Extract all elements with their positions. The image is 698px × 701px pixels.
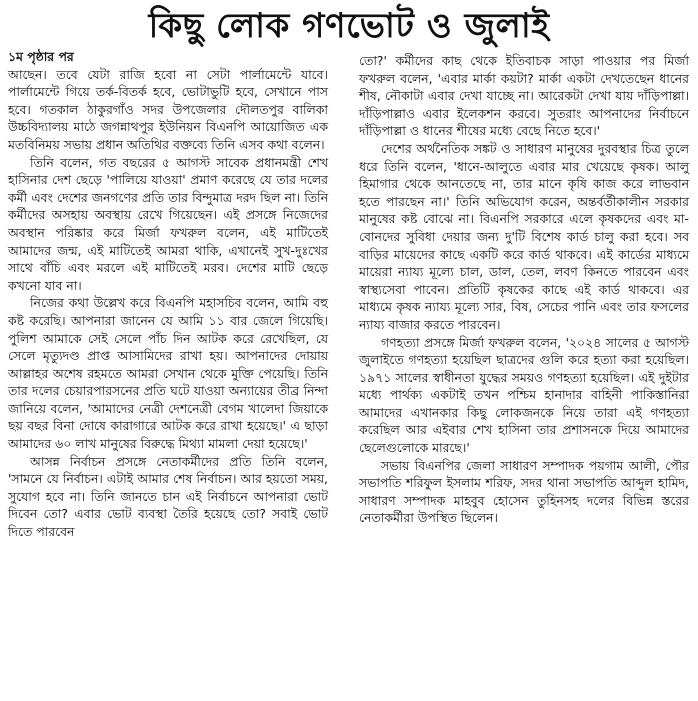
left-column bbox=[8, 48, 328, 541]
paragraph: তিনি বলেন, গত বছরের ৫ আগস্ট সাবেক প্রধানমন্ত্রী শেখ হাসিনার দেশ ছেড়ে 'পালিয়ে যাওয়া' প্রমাণ করেছে যে তার দলের কর্মী এবং দেশের জনগণের প্রতি তার বিন্দুমাত্র দরদ ছিল না। তিনি কর্মীদের অসহায় অবস্থায় রেখে গিয়েছেন। এই প্রসঙ্গে নিজেদের অবস্থান পরিষ্কার করে মির্জা ফখরুল বলেন, এই মাটিতেই আমাদের জন্ম, এই মাটিতেই আমরা থাকি, এখানেই সুখ-দুঃখের সাথে বাঁচি এবং মরলে এই মাটিতেই মরব। দেশের মাটি ছেড়ে কখনো যাব না। bbox=[8, 154, 328, 293]
right-column bbox=[359, 52, 689, 527]
paragraph: গণহত্যা প্রসঙ্গে মির্জা ফখরুল বলেন, '২০২৪ সালের ৫ আগস্ট জুলাইতে গণহত্যা হয়েছিল ছাত্রদের গুলি করে হত্যা করা হয়েছিল। ১৯৭১ সালের স্বাধীনতা যুদ্ধের সময়ও গণহত্যা হয়েছিল। এই দুইটার মধ্যে পার্থক্য একটাই তখন পশ্চিম হানাদার বাহিনী পাকিস্তানিরা আমাদের এখানকার কিছু লোকজনকে নিয়ে তারা এই গণহত্যা করেছিল আর এইবার শেখ হাসিনা তার প্রশাসনকে দিয়ে আমাদের ছেলেগুলোকে মারছে।' bbox=[359, 334, 689, 456]
paragraph: নিজের কথা উল্লেখ করে বিএনপি মহাসচিব বলেন, আমি বহু কষ্ট করেছি। আপনারা জানেন যে আমি ১১ বার জেলে গিয়েছি। পুলিশ আমাকে সেই সেলে পাঁচ দিন আটক করে রেখেছিল, যে সেলে মৃত্যুদণ্ড প্রাপ্ত আসামিদের রাখা হয়। আপনাদের দোয়ায় আল্লাহর অশেষ রহমতে আমরা সেখান থেকে মুক্তি পেয়েছি। তিনি তার দলের চেয়ারপারসনের প্রতি ঘটে যাওয়া অন্যায়ের তীব্র নিন্দা জানিয়ে বলেন, 'আমাদের নেত্রী দেশনেত্রী বেগম খালেদা জিয়াকে ছয় বছর বিনা দোষে কারাগারে আটক করে রাখা হয়েছে।' এ ছাড়া আমাদের ৬০ লাখ মানুষের বিরুদ্ধে মিথ্যা মামলা দেয়া হয়েছে।' bbox=[8, 295, 328, 452]
headline: কিছু লোক গণভোট ও জুলাই bbox=[148, 6, 550, 46]
paragraph: তো?' কর্মীদের কাছ থেকে ইতিবাচক সাড়া পাওয়ার পর মির্জা ফখরুল বলেন, 'এবার মার্কা কয়টা? মার্কা একটা দেখতেছেন ধানের শীষ, নৌকাটা এবার দেখা যাচ্ছে না। আরেকটা দেখা যায় দাঁড়িপাল্লা। দাঁড়িপাল্লাও এবার ইলেকশন করবে। সুতরাং আপনাদের নির্বাচনে দাঁড়িপাল্লা ও ধানের শীষের মধ্যে বেছে নিতে হবে।' bbox=[359, 53, 689, 139]
paragraph: আসন্ন নির্বাচন প্রসঙ্গে নেতাকর্মীদের প্রতি তিনি বলেন, 'সামনে যে নির্বাচন। এটাই আমার শেষ নির্বাচন। আর হয়তো সময়, সুযোগ হবে না। তিনি জানতে চান এই নির্বাচনে আপনারা ভোট দিবেন তো? এবার ভোট ব্যবস্থা তৈরি হয়েছে তো? সবাই ভোট দিতে পারবেন bbox=[8, 453, 328, 540]
continued-from-label: ১ম পৃষ্ঠার পর bbox=[8, 49, 74, 64]
paragraph: দেশের অর্থনৈতিক সঙ্কট ও সাধারণ মানুষের দুরবস্থার চিত্র তুলে ধরে তিনি বলেন, 'ধানে-আলুতে এবার মার খেয়েছে কৃষক। আলু হিমাগার থেকে আনতেছে না, তার মানে কৃষি কাজ করে লাভবান হতে পারছেন না।' তিনি অভিযোগ করেন, অন্তর্বর্তীকালীন সরকার মানুষের কষ্ট বোঝে না। বিএনপি সরকারে এলে কৃষকদের এবং মা-বোনদের সুবিধা দেয়ার জন্য দু'টি বিশেষ কার্ড চালু করা হবে। সব বাড়ির মায়েদের কাছে একটি করে কার্ড থাকবে। এই কার্ডের মাধ্যমে মায়েরা ন্যায্য মূল্যে চাল, ডাল, তেল, লবণ কিনতে পারবেন এবং স্বাস্থ্যসেবা পাবেন। প্রতিটি কৃষকের কাছে এই কার্ড থাকবে। এর মাধ্যমে কৃষক ন্যায্য মূল্যে সার, বিষ, সেচের পানি এবং তার ফসলের ন্যায্য বাজার করতে পারবেন। bbox=[359, 140, 689, 332]
paragraph: সভায় বিএনপির জেলা সাধারণ সম্পাদক পয়গাম আলী, পৌর সভাপতি শরিফুল ইসলাম শরিফ, সদর থানা সভাপতি আব্দুল হামিদ, সাধারণ সম্পাদক মাহবুব হোসেন তুহিনসহ দলের বিভিন্ন স্তরের নেতাকর্মীরা উপস্থিত ছিলেন। bbox=[359, 457, 689, 526]
paragraph: আছেন। তবে যেটা রাজি হবো না সেটা পার্লামেন্টে যাবে। পার্লামেন্টে গিয়ে তর্ক-বিতর্ক হবে, ভোটাভুটি হবে, সেখানে পাস হবে। গতকাল ঠাকুরগাঁও সদর উপজেলার দৌলতপুর বালিকা উচ্চবিদ্যালয় মাঠে জগন্নাথপুর ইউনিয়ন বিএনপি আয়োজিত এক মতবিনিময় সভায় প্রধান অতিথির বক্তব্যে তিনি এসব কথা বলেন। bbox=[8, 66, 328, 152]
